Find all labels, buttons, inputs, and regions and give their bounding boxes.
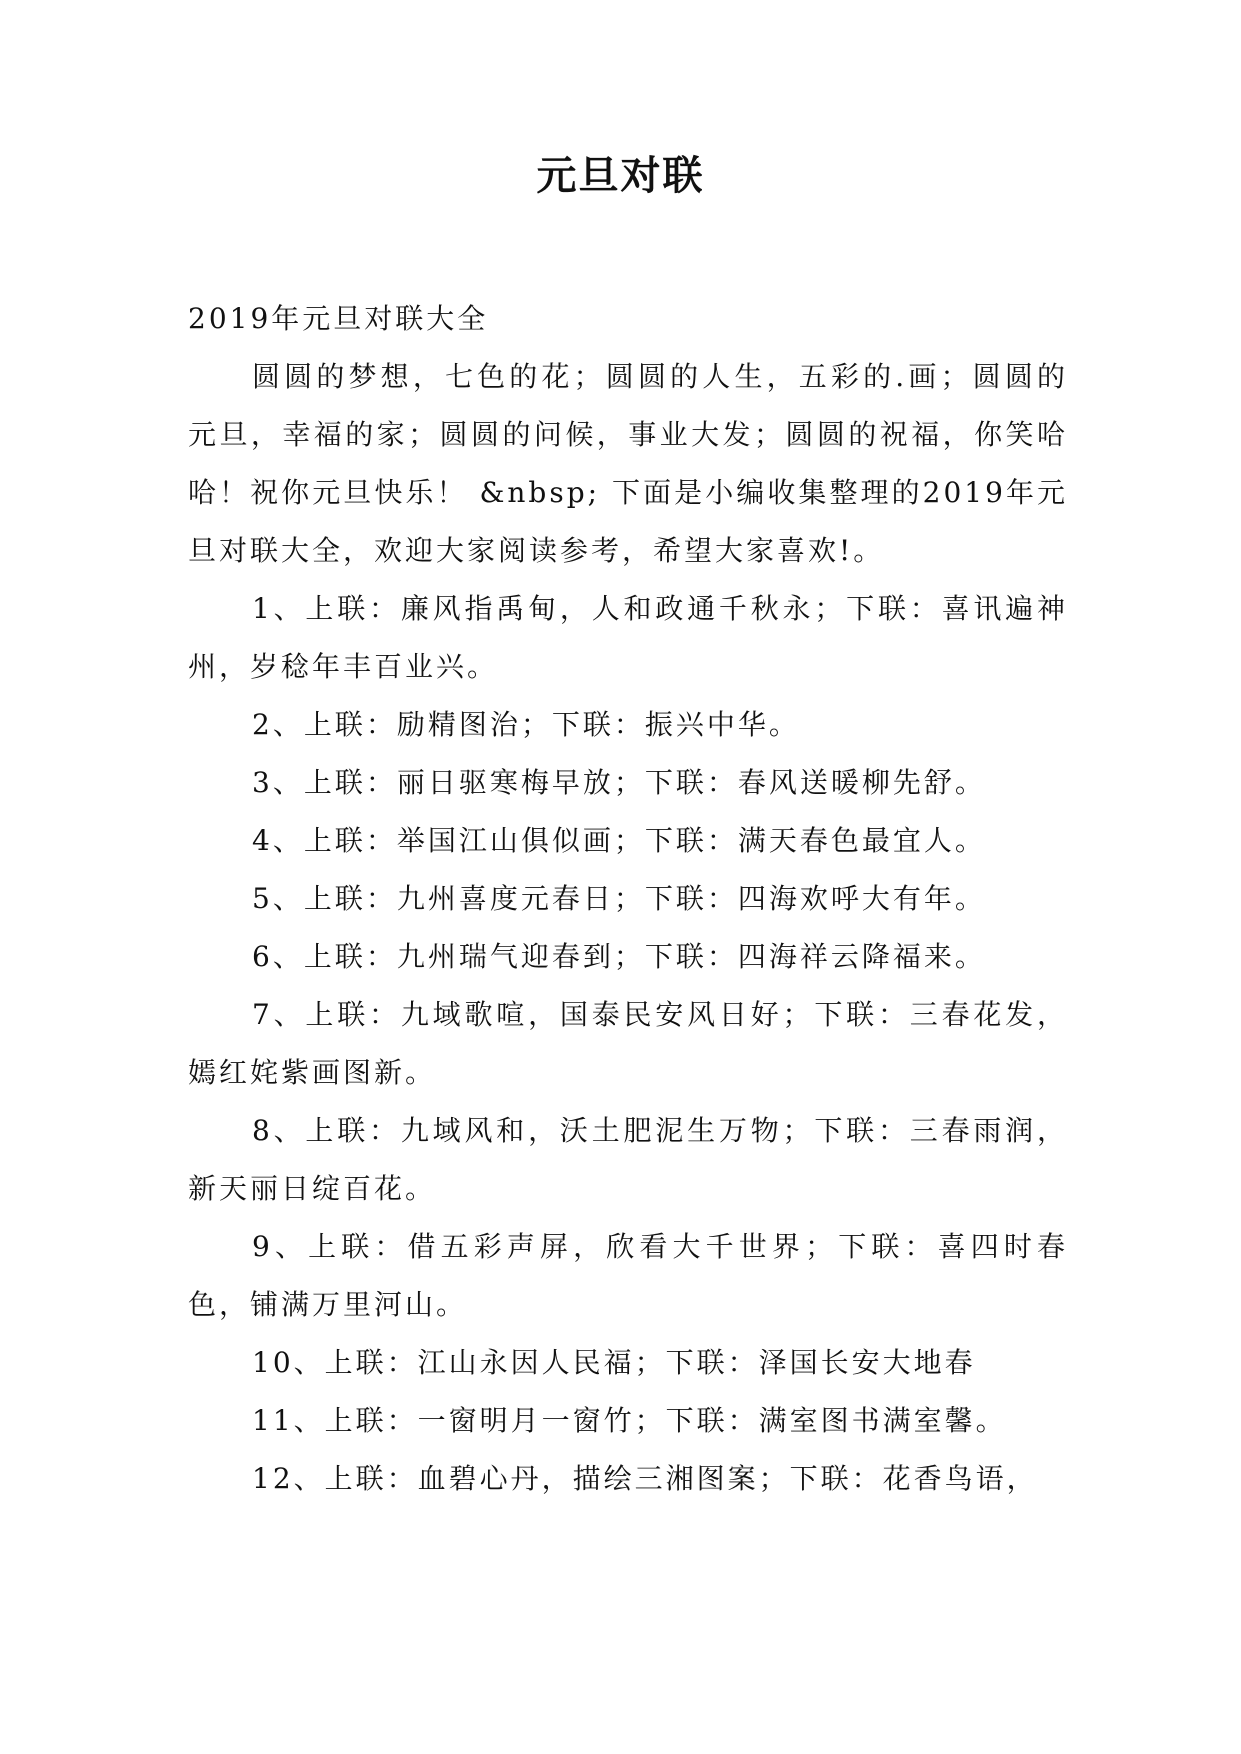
document-body (188, 290, 1068, 1508)
couplet-item: 4、上联：举国江山俱似画；下联：满天春色最宜人。 (252, 824, 986, 857)
couplet-item: 5、上联：九州喜度元春日；下联：四海欢呼大有年。 (252, 882, 986, 915)
couplet-item: 11、上联：一窗明月一窗竹；下联：满室图书满室馨。 (252, 1404, 1007, 1437)
couplet-item: 6、上联：九州瑞气迎春到；下联：四海祥云降福来。 (252, 940, 986, 973)
couplet-item: 1、上联：廉风指禹甸，人和政通千秋永；下联：喜讯遍神州，岁稔年丰百业兴。 (188, 592, 1068, 683)
couplet-item: 7、上联：九域歌喧，国泰民安风日好；下联：三春花发，嫣红姹紫画图新。 (188, 998, 1068, 1089)
couplet-item: 2、上联：励精图治；下联：振兴中华。 (252, 708, 800, 741)
couplet-item: 3、上联：丽日驱寒梅早放；下联：春风送暖柳先舒。 (252, 766, 986, 799)
document-title: 元旦对联 (536, 153, 705, 199)
couplet-item: 8、上联：九域风和，沃土肥泥生万物；下联：三春雨润，新天丽日绽百花。 (188, 1114, 1068, 1205)
couplet-item: 12、上联：血碧心丹，描绘三湘图案；下联：花香鸟语， (252, 1462, 1038, 1495)
section-heading: 2019年元旦对联大全 (188, 302, 489, 335)
couplet-item: 10、上联：江山永因人民福；下联：泽国长安大地春 (252, 1346, 976, 1379)
couplet-item: 9、上联：借五彩声屏，欣看大千世界；下联：喜四时春色，铺满万里河山。 (188, 1230, 1068, 1321)
intro-paragraph: 圆圆的梦想，七色的花；圆圆的人生，五彩的.画；圆圆的元旦，幸福的家；圆圆的问候，事业大发；圆圆的祝福，你笑哈哈！祝你元旦快乐！ &nbsp; 下面是小编收集整理的2019年元旦对联大全，欢迎大家阅读参考，希望大家喜欢!。 (188, 360, 1068, 567)
